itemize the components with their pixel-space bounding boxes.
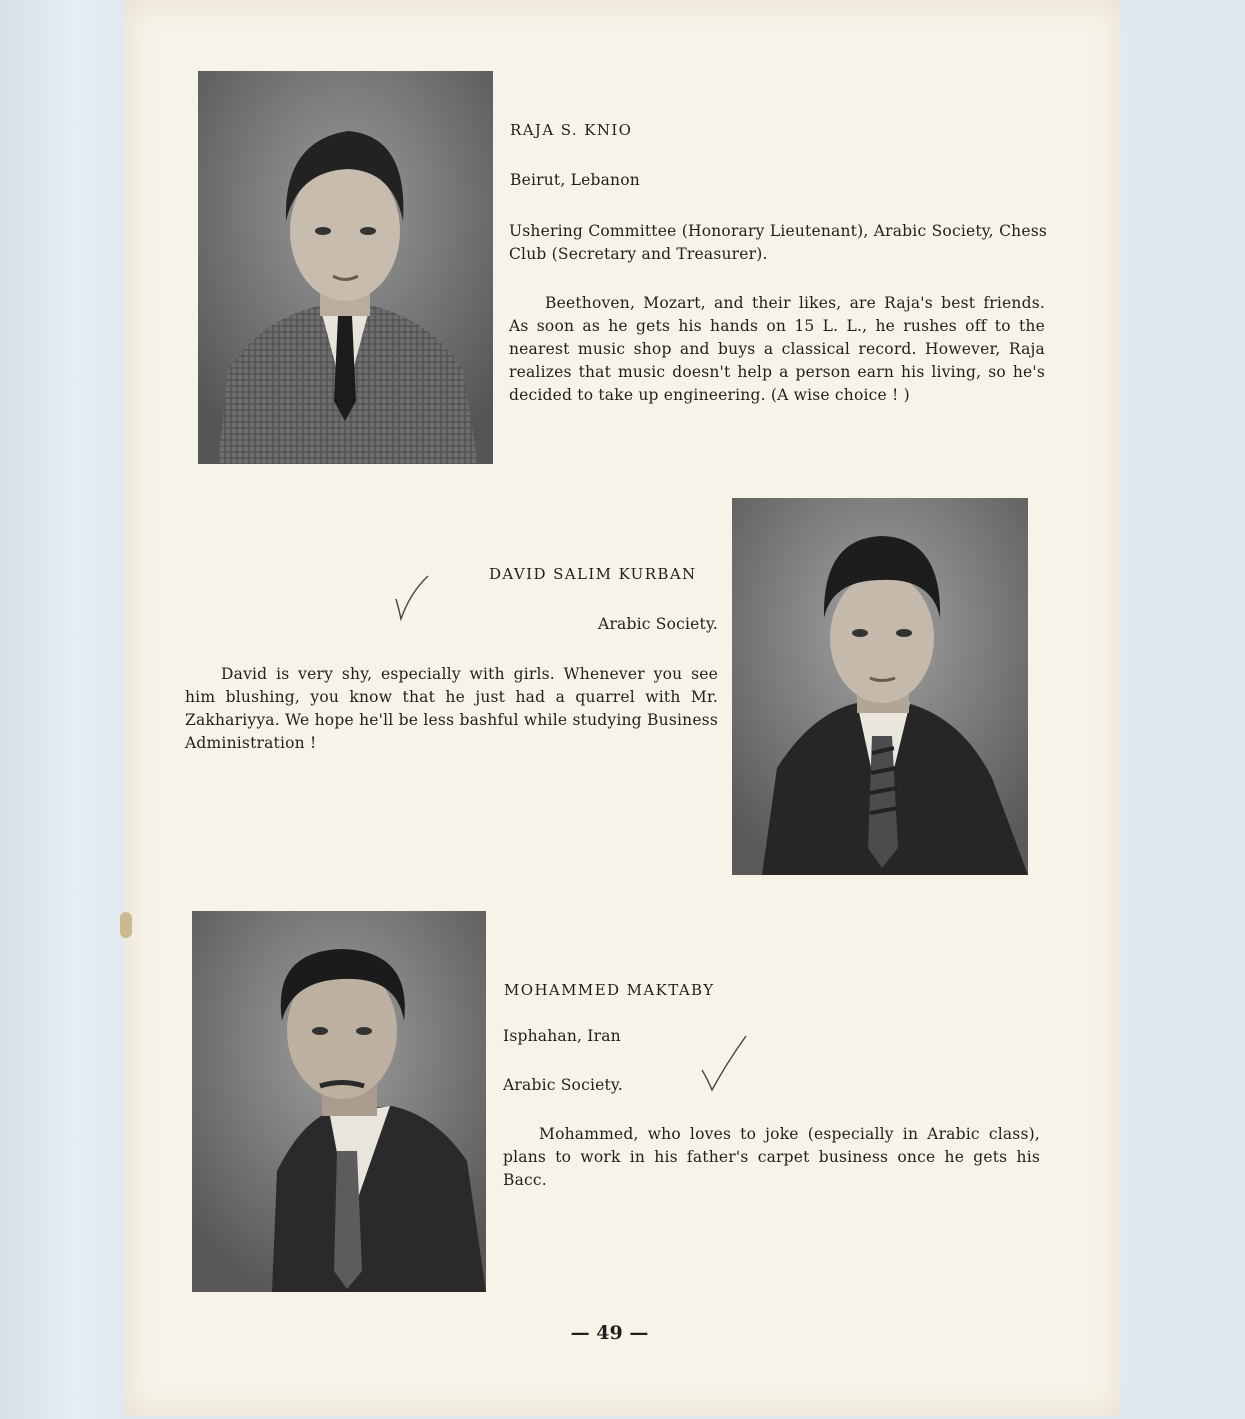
hometown: Isphahan, Iran [503,1027,621,1045]
portrait-photo-raja-knio [198,71,493,464]
page-number: — 49 — [570,1322,649,1344]
student-name: RAJA S. KNIO [510,121,633,139]
biography: David is very shy, especially with girls. Whenever you see him blushing, you know that he just had a quarrel with Mr. Zakhariyya. We hope he'll be less bashful while studying Business Administration ! [185,665,718,752]
biography: Mohammed, who loves to joke (especially in Arabic class), plans to work in his father's carpet business once he gets his Bacc. [503,1125,1040,1189]
student-name: MOHAMMED MAKTABY [504,981,715,999]
binding-mark [120,912,132,938]
activities: Arabic Society. [598,615,718,633]
handwritten-check-mark [392,573,432,623]
activities: Ushering Committee (Honorary Lieutenant), Arabic Society, Chess Club (Secretary and Treasurer). [509,222,1047,263]
biography: Beethoven, Mozart, and their likes, are Raja's best friends. As soon as he gets his hands on 15 L. L., he rushes off to the nearest music shop and buys a classical record. However, Raja realizes that music doesn't help a person earn his living, so he's decided to take up engineering. (A wise choice ! ) [509,294,1045,404]
portrait-photo-david-kurban [732,498,1028,875]
activities: Arabic Society. [503,1076,623,1094]
student-name: DAVID SALIM KURBAN [489,565,697,583]
handwritten-check-mark [700,1034,750,1094]
hometown: Beirut, Lebanon [510,171,640,189]
portrait-photo-mohammed-maktaby [192,911,486,1292]
